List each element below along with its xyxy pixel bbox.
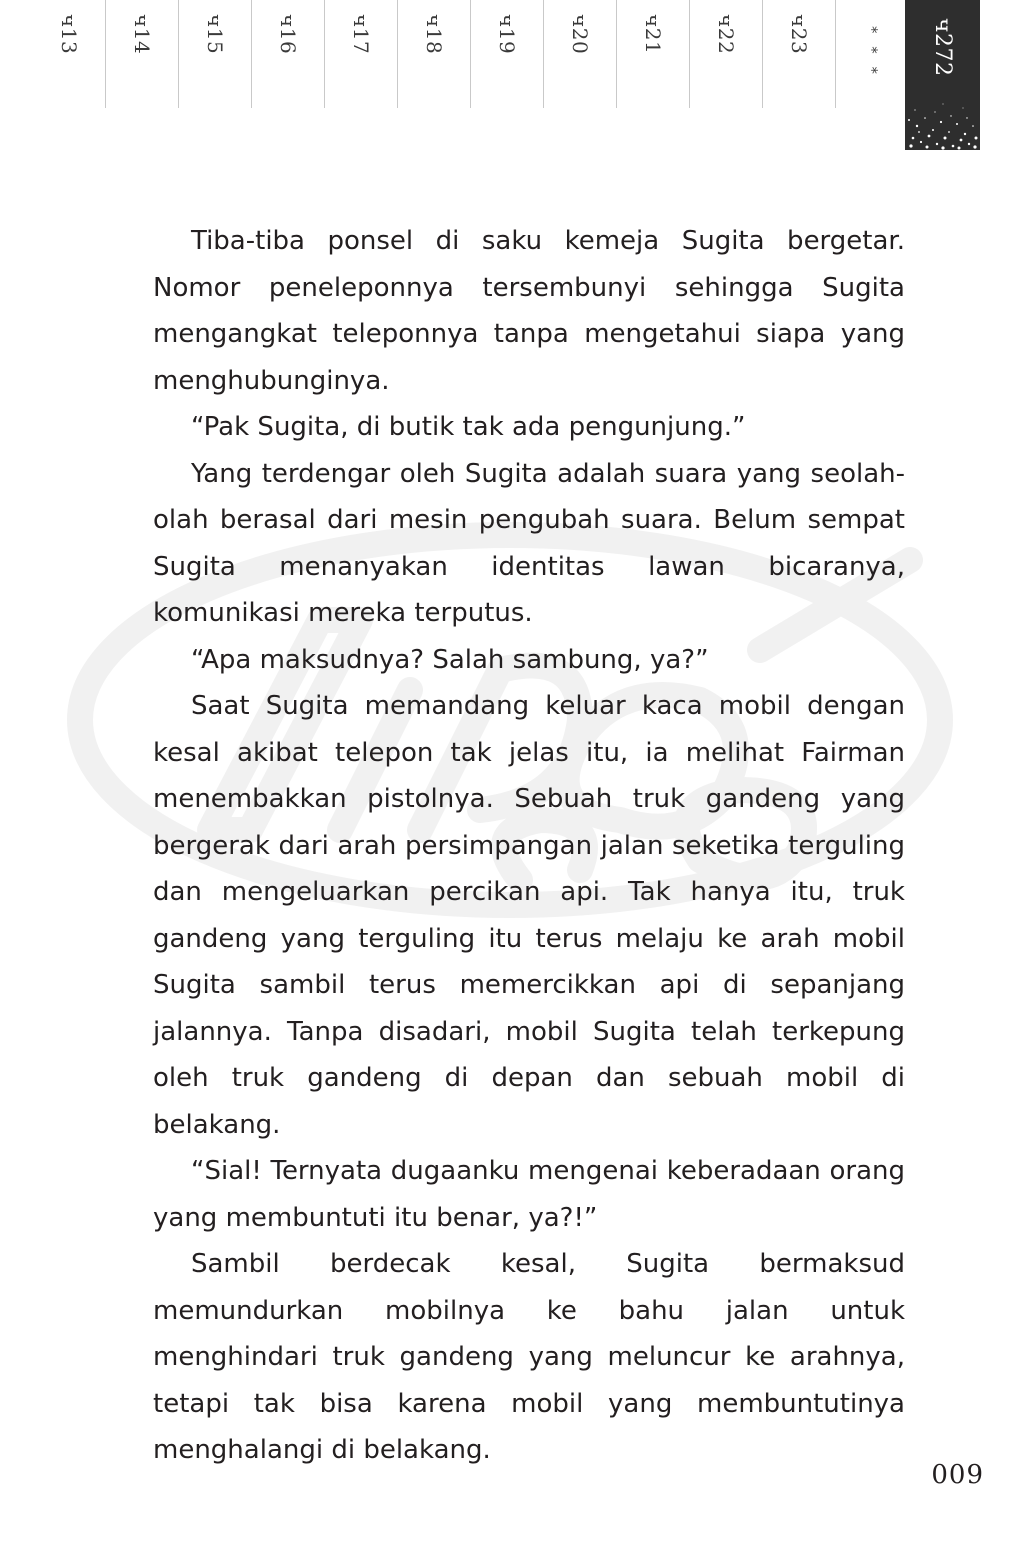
chapter-tab-label: ч15 bbox=[203, 14, 227, 55]
chapter-tab-active-label: ч272 bbox=[930, 18, 955, 77]
chapter-tab-label: * * * bbox=[863, 26, 881, 79]
page-number: 009 bbox=[931, 1460, 984, 1490]
paragraph: Yang terdengar oleh Sugita adalah suara yang seolah-olah berasal dari mesin pengubah suara. Belum sempat Sugita menanyakan identitas lawan bicaranya, komunikasi mereka terputus. bbox=[153, 458, 905, 628]
chapter-tab-label: ч19 bbox=[495, 14, 519, 55]
chapter-tab[interactable] bbox=[325, 0, 398, 108]
paragraph: “Sial! Ternyata dugaanku mengenai keberadaan orang yang membuntuti itu benar, ya?!” bbox=[153, 1156, 905, 1233]
chapter-tab-label: ч23 bbox=[787, 14, 811, 55]
chapter-tab-label: ч22 bbox=[714, 14, 738, 55]
chapter-tab-active[interactable] bbox=[905, 0, 980, 150]
chapter-tab-label: ч17 bbox=[349, 14, 373, 55]
chapter-tab[interactable] bbox=[179, 0, 252, 108]
chapter-tab-label: ч14 bbox=[130, 14, 154, 55]
chapter-tab-label: ч20 bbox=[568, 14, 592, 55]
paragraph: Sambil berdecak kesal, Sugita bermaksud memundurkan mobilnya ke bahu jalan untuk menghindari truk gandeng yang meluncur ke arahnya, tetapi tak bisa karena mobil yang membuntutinya menghalangi di belakang. bbox=[153, 1249, 905, 1465]
tab-grain-texture bbox=[905, 80, 980, 150]
paragraph: Saat Sugita memandang keluar kaca mobil dengan kesal akibat telepon tak jelas itu, ia melihat Fairman menembakkan pistolnya. Sebuah truk gandeng yang bergerak dari arah persimpangan jalan seketika terguling dan mengeluarkan percikan api. Tak hanya itu, truk gandeng yang terguling itu terus melaju ke arah mobil Sugita sambil terus memercikkan api di sepanjang jalannya. Tanpa disadari, mobil Sugita telah terkepung oleh truk gandeng di depan dan sebuah mobil di belakang. bbox=[153, 691, 905, 1140]
chapter-tab-label: ч13 bbox=[57, 14, 81, 55]
chapter-tab-label: ч21 bbox=[641, 14, 665, 55]
chapter-tab[interactable] bbox=[252, 0, 325, 108]
chapter-tab[interactable] bbox=[33, 0, 106, 108]
chapter-tab-label: ч18 bbox=[422, 14, 446, 55]
paragraph: Tiba-tiba ponsel di saku kemeja Sugita bergetar. Nomor peneleponnya tersembunyi sehingga Sugita mengangkat teleponnya tanpa mengetahui siapa yang menghubunginya. bbox=[153, 226, 905, 396]
chapter-tab[interactable] bbox=[471, 0, 544, 108]
chapter-tab[interactable] bbox=[836, 0, 908, 108]
chapter-tab-label: ч16 bbox=[276, 14, 300, 55]
paragraph: “Apa maksudnya? Salah sambung, ya?” bbox=[191, 644, 709, 675]
chapter-tab[interactable] bbox=[398, 0, 471, 108]
chapter-tab[interactable] bbox=[544, 0, 617, 108]
paragraph: “Pak Sugita, di butik tak ada pengunjung.” bbox=[191, 412, 746, 442]
chapter-tab[interactable] bbox=[690, 0, 763, 108]
chapter-tab[interactable] bbox=[106, 0, 179, 108]
chapter-tab[interactable] bbox=[617, 0, 690, 108]
body-text bbox=[153, 218, 905, 1474]
chapter-tab[interactable] bbox=[763, 0, 836, 108]
chapter-tab-strip bbox=[33, 0, 983, 115]
